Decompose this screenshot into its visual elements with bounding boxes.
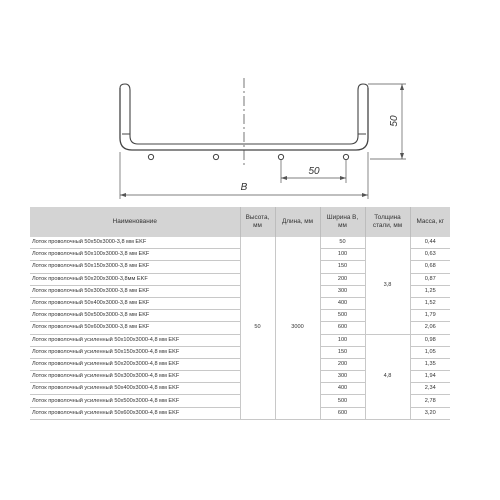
width-dimension-label: B: [240, 182, 248, 193]
width-cell: 200: [320, 273, 365, 285]
mass-cell: 0,63: [410, 249, 450, 261]
tray-cross-section-drawing: [0, 0, 500, 205]
product-name-cell: Лоток проволочный 50x300x3000-3,8 мм EKF: [30, 285, 240, 297]
product-name-cell: Лоток проволочный 50x400x3000-3,8 мм EKF: [30, 297, 240, 309]
table-header-row: [30, 207, 450, 237]
mass-cell: 1,52: [410, 297, 450, 309]
specification-table: [30, 207, 450, 420]
height-cell: 50: [240, 237, 275, 419]
width-cell: 150: [320, 261, 365, 273]
height-arrow-bottom: [400, 153, 404, 159]
product-name-cell: Лоток проволочный 50x200x3000-3,8мм EKF: [30, 273, 240, 285]
spacing-arrow-right: [340, 176, 346, 180]
product-name-cell: Лоток проволочный 50x50x3000-3,8 мм EKF: [30, 237, 240, 249]
column-header-name: Наименование: [30, 207, 240, 237]
width-cell: 100: [320, 334, 365, 346]
tray-left-top-hook: [120, 84, 130, 90]
mass-cell: 2,34: [410, 383, 450, 395]
column-header-thickness: Толщина стали, мм: [365, 207, 410, 237]
width-cell: 200: [320, 358, 365, 370]
product-name-cell: Лоток проволочный 50x500x3000-3,8 мм EKF: [30, 310, 240, 322]
longitudinal-wire-dot: [148, 154, 153, 159]
width-cell: 600: [320, 407, 365, 419]
thickness-cell: 4,8: [365, 334, 410, 419]
product-name-cell: Лоток проволочный 50x100x3000-3,8 мм EKF: [30, 249, 240, 261]
mass-cell: 0,87: [410, 273, 450, 285]
width-cell: 150: [320, 346, 365, 358]
width-cell: 300: [320, 285, 365, 297]
thickness-cell: 3,8: [365, 237, 410, 334]
height-dimension-label: 50: [389, 115, 400, 127]
longitudinal-wire-dot: [278, 154, 283, 159]
spacing-dimension-label: 50: [308, 166, 320, 177]
width-cell: 600: [320, 322, 365, 334]
mass-cell: 1,94: [410, 371, 450, 383]
mass-cell: 2,06: [410, 322, 450, 334]
mass-cell: 0,68: [410, 261, 450, 273]
column-header-length: Длина, мм: [275, 207, 320, 237]
width-cell: 500: [320, 395, 365, 407]
table-row: [30, 237, 450, 249]
mass-cell: 1,05: [410, 346, 450, 358]
product-name-cell: Лоток проволочный усиленный 50x300x3000-4,8 мм EKF: [30, 371, 240, 383]
longitudinal-wire-dot: [343, 154, 348, 159]
tray-right-top-hook: [358, 84, 368, 90]
mass-cell: 1,79: [410, 310, 450, 322]
spacing-arrow-left: [281, 176, 287, 180]
mass-cell: 1,35: [410, 358, 450, 370]
product-name-cell: Лоток проволочный усиленный 50x400x3000-4,8 мм EKF: [30, 383, 240, 395]
width-cell: 50: [320, 237, 365, 249]
width-arrow-left: [120, 193, 126, 197]
product-name-cell: Лоток проволочный усиленный 50x500x3000-4,8 мм EKF: [30, 395, 240, 407]
width-cell: 300: [320, 371, 365, 383]
mass-cell: 3,20: [410, 407, 450, 419]
column-header-width: Ширина B, мм: [320, 207, 365, 237]
width-cell: 400: [320, 297, 365, 309]
width-cell: 500: [320, 310, 365, 322]
product-name-cell: Лоток проволочный усиленный 50x600x3000-4,8 мм EKF: [30, 407, 240, 419]
product-name-cell: Лоток проволочный усиленный 50x100x3000-4,8 мм EKF: [30, 334, 240, 346]
mass-cell: 1,25: [410, 285, 450, 297]
width-cell: 100: [320, 249, 365, 261]
mass-cell: 0,98: [410, 334, 450, 346]
length-cell: 3000: [275, 237, 320, 419]
height-arrow-top: [400, 84, 404, 90]
width-arrow-right: [362, 193, 368, 197]
column-header-mass: Масса, кг: [410, 207, 450, 237]
product-name-cell: Лоток проволочный 50x600x3000-3,8 мм EKF: [30, 322, 240, 334]
product-name-cell: Лоток проволочный 50x150x3000-3,8 мм EKF: [30, 261, 240, 273]
column-header-height: Высота, мм: [240, 207, 275, 237]
width-cell: 400: [320, 383, 365, 395]
longitudinal-wire-dot: [213, 154, 218, 159]
mass-cell: 2,78: [410, 395, 450, 407]
mass-cell: 0,44: [410, 237, 450, 249]
product-name-cell: Лоток проволочный усиленный 50x150x3000-4,8 мм EKF: [30, 346, 240, 358]
product-name-cell: Лоток проволочный усиленный 50x200x3000-4,8 мм EKF: [30, 358, 240, 370]
